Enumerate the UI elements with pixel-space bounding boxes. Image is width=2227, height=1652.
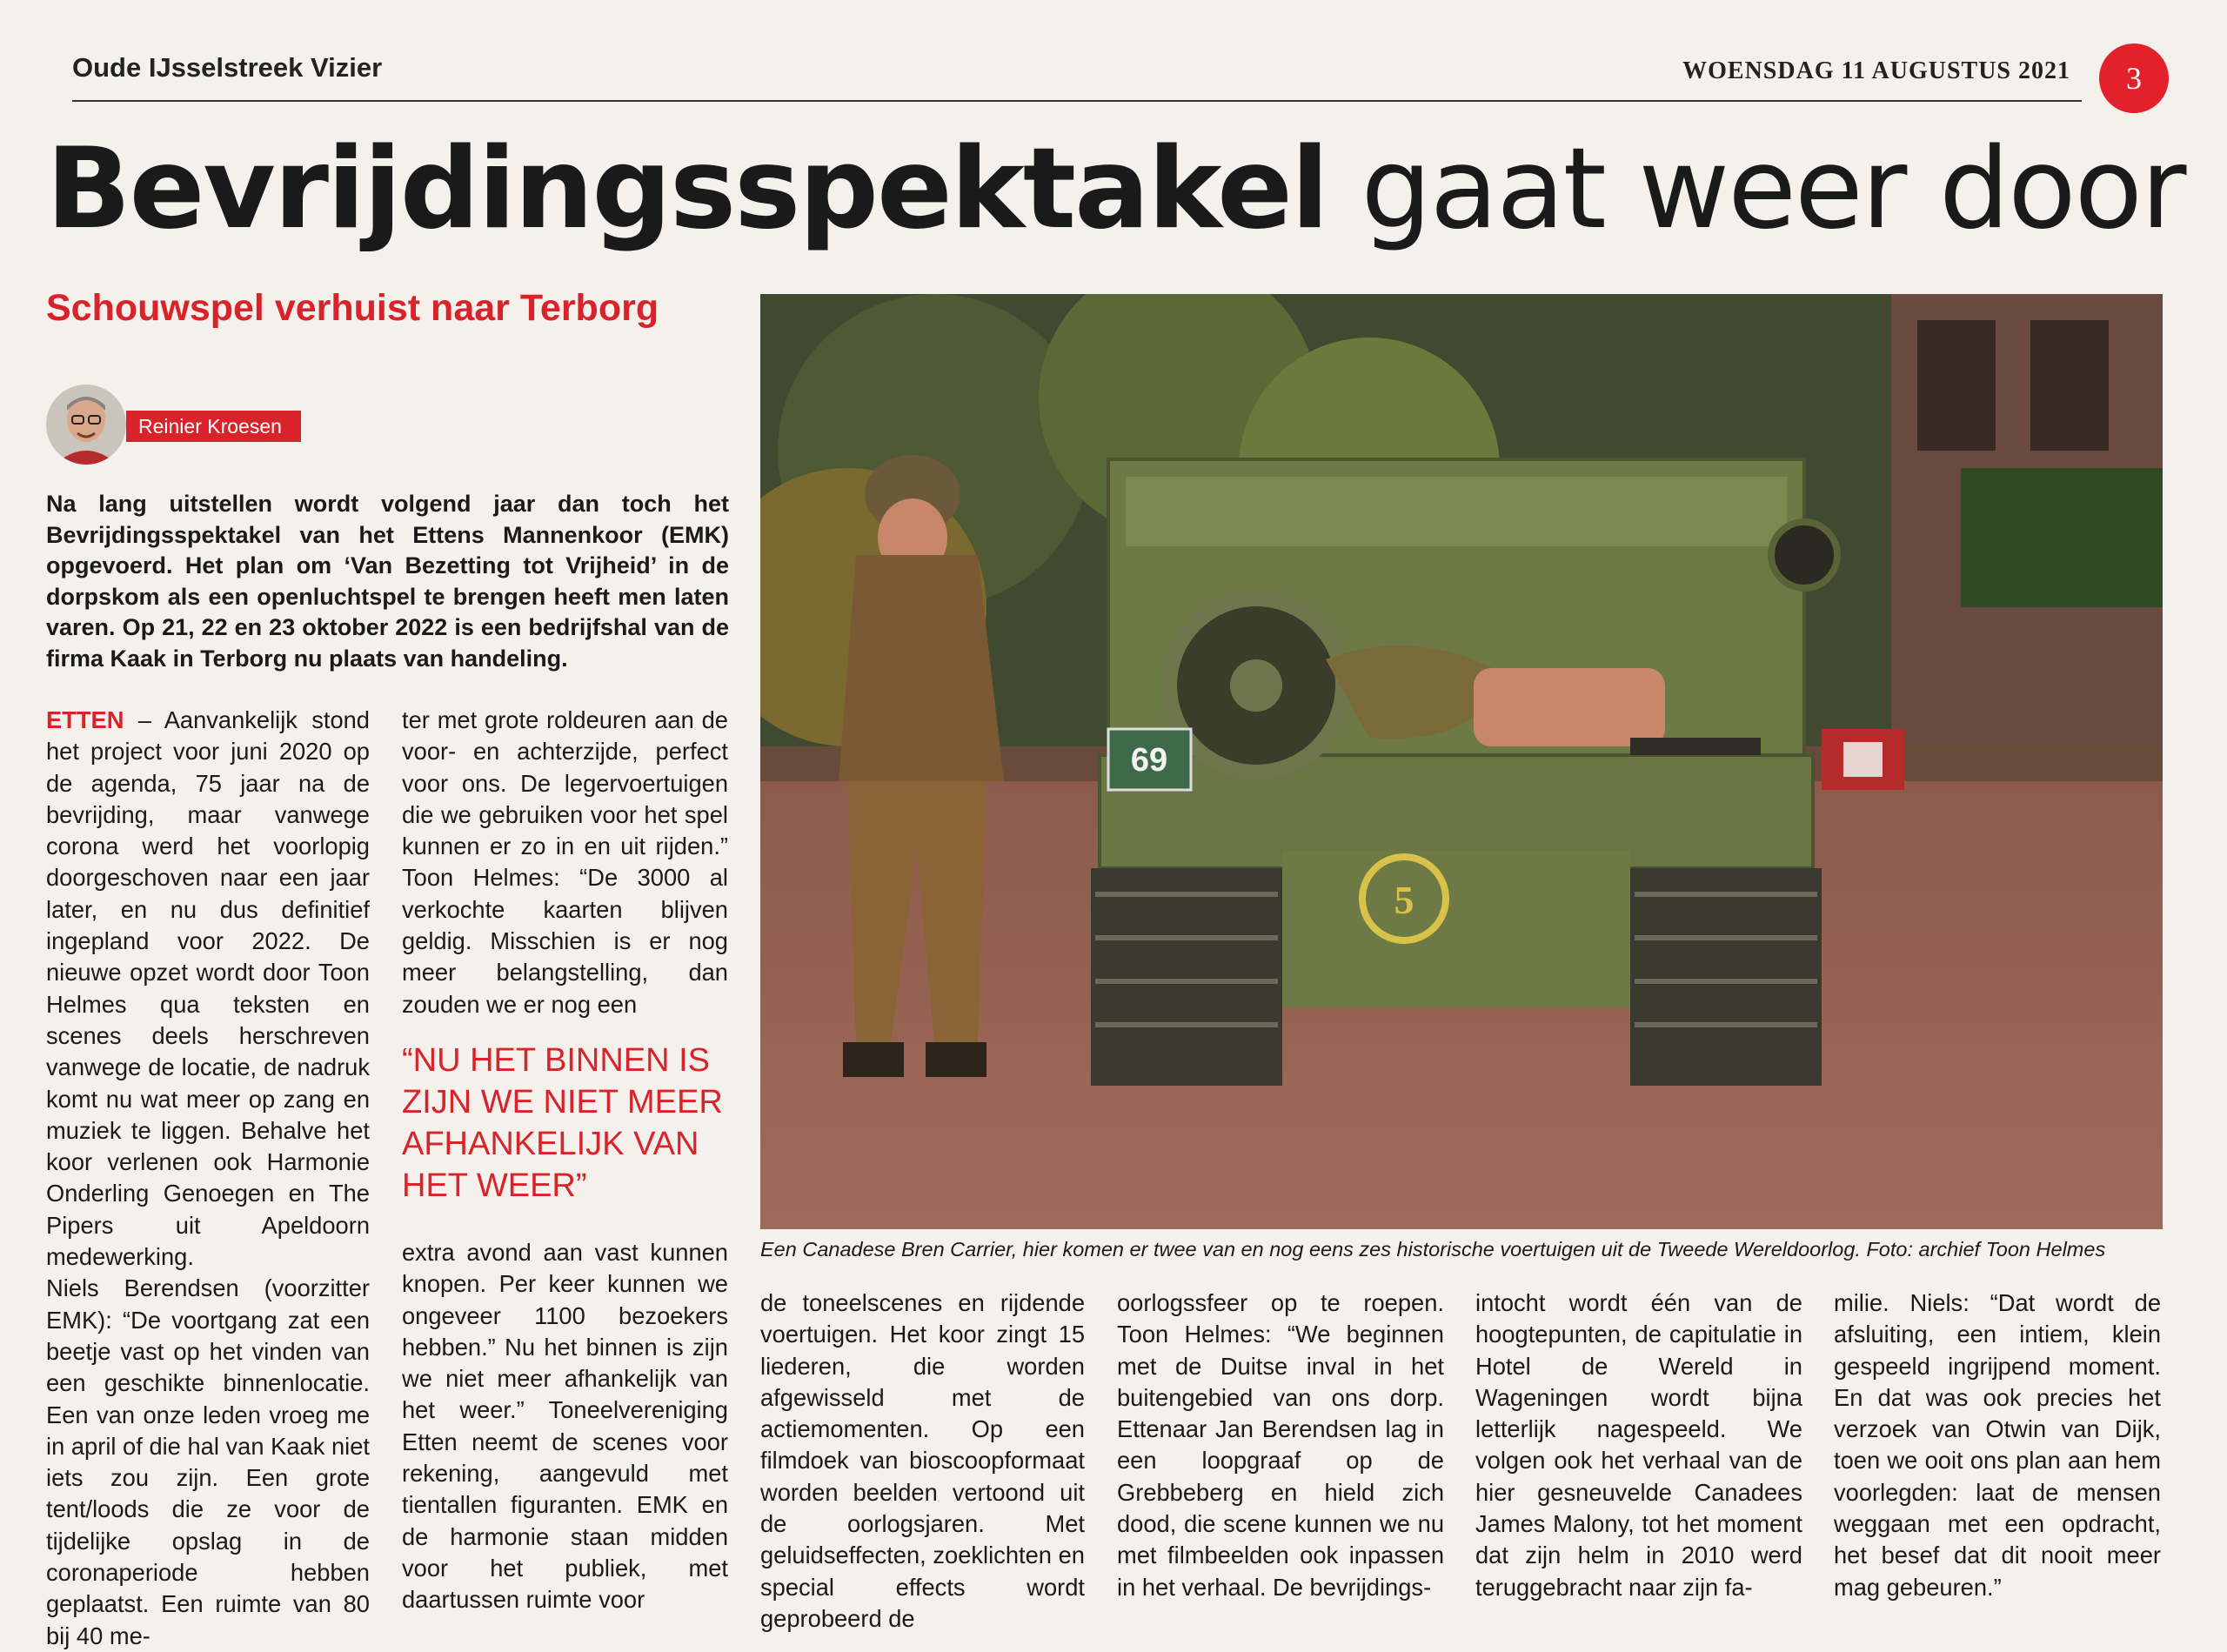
pull-quote: “NU HET BINNEN IS ZIJN WE NIET MEER AFHANKELIJK VAN HET WEER” xyxy=(402,1042,723,1204)
article-column-1 xyxy=(46,705,370,1652)
article-column-2-bottom xyxy=(402,1237,728,1616)
issue-date: WOENSDAG 11 AUGUSTUS 2021 xyxy=(1682,57,2070,84)
column-1-paragraph-2: Niels Berendsen (voorzitter EMK): “De voortgang zat een beetje vast op het vinden van een geschikte binnenlocatie. Een van onze leden vroeg me in april of die hal van Kaak niet iets zou zijn. Een grote tent/loods die ze voor de tijdelijke opslag in de coronaperiode hebben geplaatst. Een ruimte van 80 bij 40 me- xyxy=(46,1274,370,1649)
author-avatar xyxy=(46,385,126,465)
article-column-2-top xyxy=(402,705,728,1020)
vehicle-number: 69 xyxy=(1130,742,1168,779)
headline-light: gaat weer door xyxy=(1361,124,2185,254)
author-byline: Reinier Kroesen xyxy=(126,411,301,442)
article-photo xyxy=(760,294,2163,1229)
subheadline: Schouwspel verhuist naar Terborg xyxy=(46,287,659,329)
article-column-4 xyxy=(1117,1287,1444,1603)
masthead: Oude IJsselstreek Vizier xyxy=(72,52,383,83)
headline-bold: Bevrijdingsspektakel xyxy=(46,124,1328,254)
vehicle-badge: 5 xyxy=(1394,878,1414,922)
column-4-text: oorlogssfeer op te roepen. Toon Helmes: “We beginnen met de Duitse inval in het buitengebied van ons dorp. Ettenaar Jan Berendsen lag in een loopgraaf op de Grebbeberg en hield zich dood, die scene kunnen we nu met filmbeelden ook inpassen in het verhaal. De bevrijdings- xyxy=(1117,1289,1444,1601)
column-1-paragraph-1: – Aanvankelijk stond het project voor juni 2020 op de agenda, 75 jaar na de bevrijding, maar vanwege corona werd het voorlopig doorgeschoven naar een jaar later, en nu dus definitief ingepland voor 2022. De nieuwe opzet wordt door Toon Helmes qua teksten en scenes deels herschreven vanwege de locatie, de nadruk komt nu wat meer op zang en muziek te liggen. Behalve het koor verlenen ook Harmonie Onderling Genoegen en The Pipers uit Apeldoorn medewerking. xyxy=(46,706,370,1271)
column-3-text: de toneelscenes en rijdende voertuigen. Het koor zingt 15 liederen, die worden afgewisseld met de actiemomenten. Op een filmdoek van bioscoopformaat worden beelden vertoond uit de oorlogsjaren. Met geluidseffecten, zoeklichten en special effects wordt geprobeerd de xyxy=(760,1289,1085,1632)
article-column-6 xyxy=(1834,1287,2161,1603)
column-2-bottom-text: extra avond aan vast kunnen knopen. Per keer kunnen we ongeveer 1100 bezoekers hebben.” Nu het binnen is zijn we niet meer afhankelijk van het weer.” Toneelvereniging Etten neemt de scenes voor rekening, aangevuld met tientallen figuranten. EMK en de harmonie staan midden voor het publiek, met daartussen ruimte voor xyxy=(402,1239,728,1614)
column-6-text: milie. Niels: “Dat wordt de afsluiting, een intiem, klein gespeeld ingrijpend moment. En dat was ook precies het verzoek van Otwin van Dijk, toen we ooit ons plan aan hem voorlegden: laat de mensen weggaan met een opdracht, het besef dat dit nooit meer mag gebeuren.” xyxy=(1834,1289,2161,1601)
dateline-place: ETTEN xyxy=(46,706,124,733)
header-rule xyxy=(72,100,2082,102)
column-5-text: intocht wordt één van de hoogtepunten, de capitulatie in Hotel de Wereld in Wageningen wordt bijna letterlijk nagespeeld. We volgen ook het verhaal van de hier gesneuvelde Canadees James Malony, tot het moment dat zijn helm in 2010 werd teruggebracht naar zijn fa- xyxy=(1475,1289,1802,1601)
article-column-5 xyxy=(1475,1287,1802,1603)
article-column-3 xyxy=(760,1287,1085,1635)
photo-caption: Een Canadese Bren Carrier, hier komen er twee van en nog eens zes historische voertuigen uit de Tweede Wereldoorlog. Foto: archief Toon Helmes xyxy=(760,1238,2106,1261)
page-number-badge: 3 xyxy=(2099,43,2169,113)
column-2-top-text: ter met grote roldeuren aan de voor- en achterzijde, perfect voor ons. De legervoertuigen die we gebruiken voor het spel kunnen er zo in en uit rijden.” Toon Helmes: “De 3000 al verkochte kaarten blijven geldig. Misschien is er nog meer belangstelling, dan zouden we er nog een xyxy=(402,706,728,1018)
intro-text: Na lang uitstellen wordt volgend jaar dan toch het Bevrijdingsspektakel van het Ettens Mannenkoor (EMK) opgevoerd. Het plan om ‘Van Bezetting tot Vrijheid’ in de dorpskom als een openluchtspel te brengen heeft men laten varen. Op 21, 22 en 23 oktober 2022 is een bedrijfshal van de firma Kaak in Terborg nu plaats van handeling. xyxy=(46,491,729,672)
headline xyxy=(46,124,2185,254)
article-intro xyxy=(46,489,729,674)
